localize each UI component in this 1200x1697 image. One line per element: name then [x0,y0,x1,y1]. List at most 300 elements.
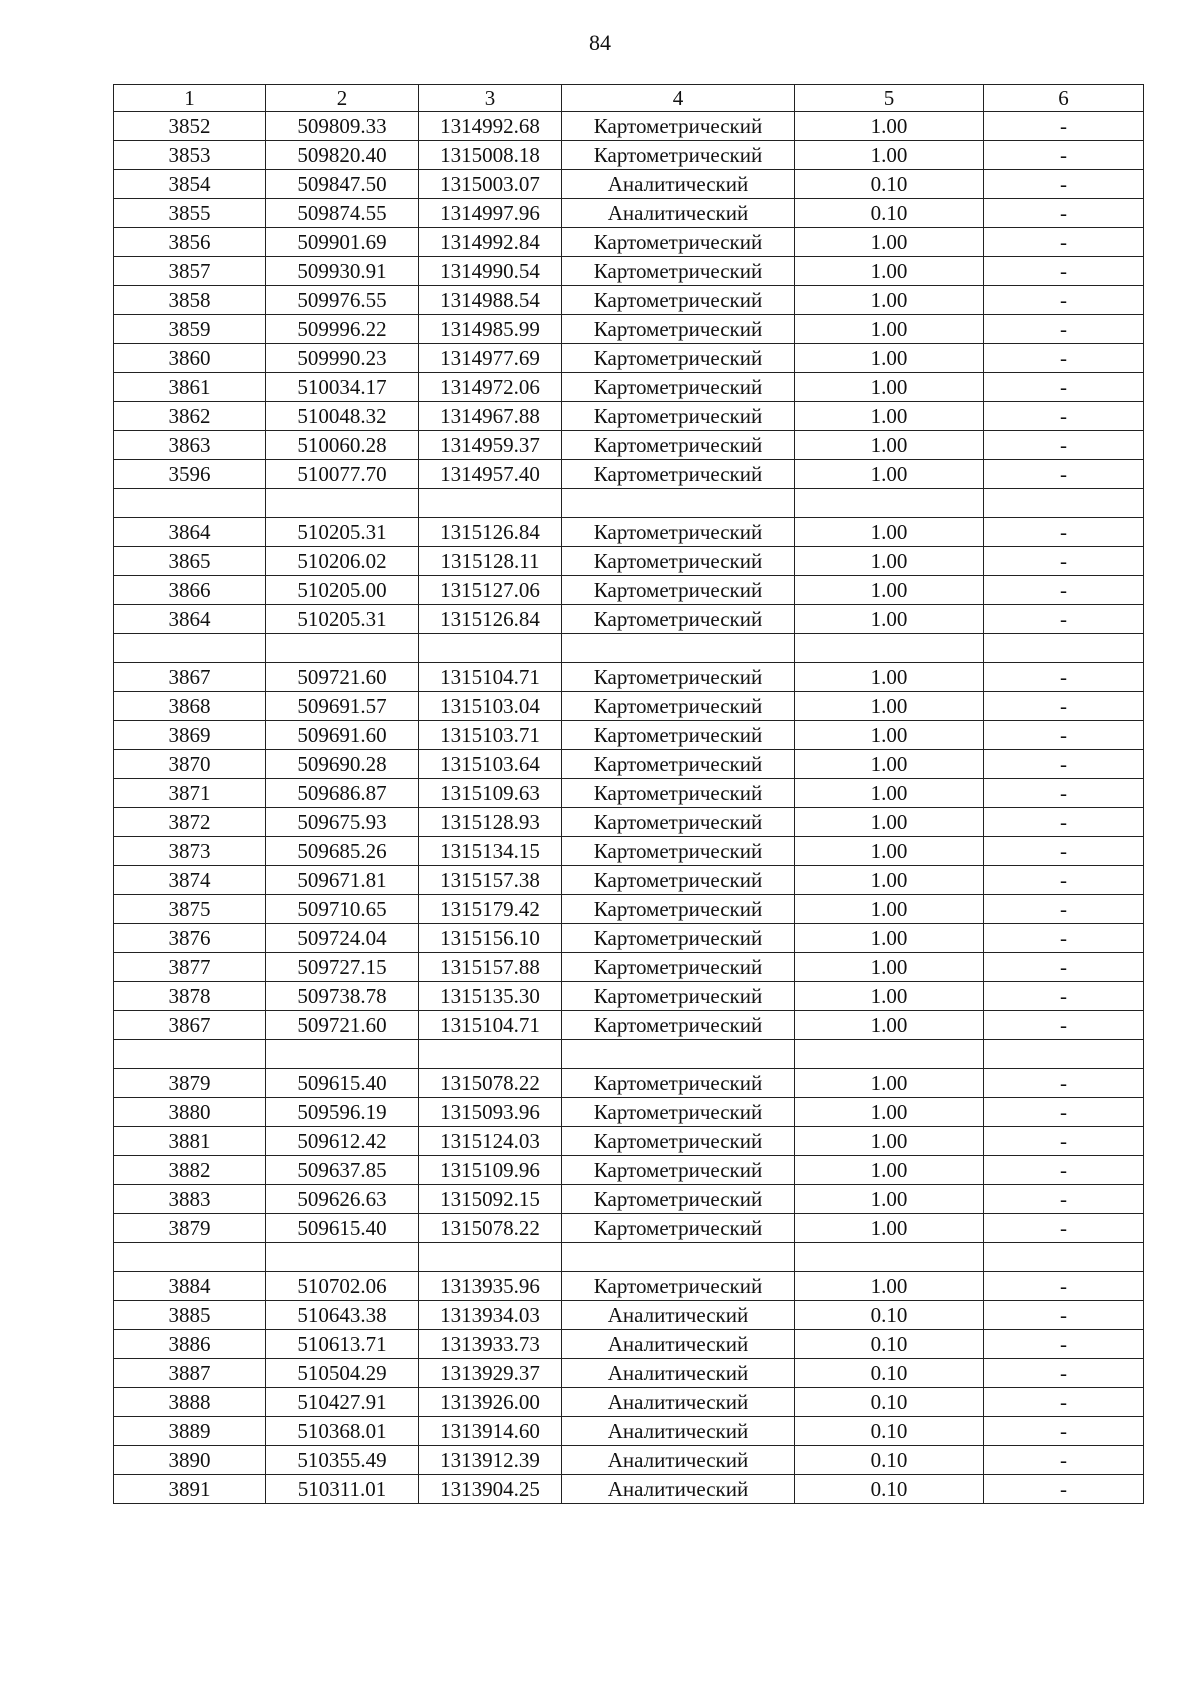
point-number-cell: 3853 [114,141,266,170]
y-coordinate-cell: 1314988.54 [419,286,562,315]
y-coordinate-cell: 1315127.06 [419,576,562,605]
method-cell: Аналитический [562,1330,795,1359]
method-cell: Картометрический [562,837,795,866]
x-coordinate-cell: 509738.78 [266,982,419,1011]
table-row [114,663,1144,692]
y-coordinate-cell: 1313933.73 [419,1330,562,1359]
column-header-6: 6 [984,85,1144,112]
x-coordinate-cell: 509721.60 [266,663,419,692]
table-row [114,982,1144,1011]
method-cell: Аналитический [562,1388,795,1417]
note-cell: - [984,112,1144,141]
table-row [114,1359,1144,1388]
table-row [114,373,1144,402]
point-number-cell: 3888 [114,1388,266,1417]
y-coordinate-cell: 1315128.93 [419,808,562,837]
x-coordinate-cell: 509615.40 [266,1214,419,1243]
note-cell [984,634,1144,663]
x-coordinate-cell: 510427.91 [266,1388,419,1417]
method-cell [562,634,795,663]
method-cell: Картометрический [562,286,795,315]
x-coordinate-cell: 509691.57 [266,692,419,721]
x-coordinate-cell: 509901.69 [266,228,419,257]
table-row [114,1098,1144,1127]
y-coordinate-cell: 1313904.25 [419,1475,562,1504]
method-cell: Картометрический [562,460,795,489]
x-coordinate-cell: 509615.40 [266,1069,419,1098]
point-number-cell: 3861 [114,373,266,402]
point-number-cell: 3867 [114,663,266,692]
method-cell: Картометрический [562,895,795,924]
method-cell: Картометрический [562,431,795,460]
note-cell: - [984,1272,1144,1301]
method-cell: Картометрический [562,866,795,895]
x-coordinate-cell: 510311.01 [266,1475,419,1504]
method-cell: Картометрический [562,315,795,344]
y-coordinate-cell: 1313935.96 [419,1272,562,1301]
x-coordinate-cell: 509626.63 [266,1185,419,1214]
y-coordinate-cell: 1315124.03 [419,1127,562,1156]
note-cell: - [984,315,1144,344]
note-cell: - [984,924,1144,953]
y-coordinate-cell: 1313914.60 [419,1417,562,1446]
x-coordinate-cell: 509675.93 [266,808,419,837]
y-coordinate-cell: 1315093.96 [419,1098,562,1127]
table-row [114,1388,1144,1417]
accuracy-cell: 0.10 [795,1388,984,1417]
accuracy-cell: 1.00 [795,518,984,547]
table-row [114,866,1144,895]
accuracy-cell: 0.10 [795,1475,984,1504]
x-coordinate-cell: 509809.33 [266,112,419,141]
method-cell: Картометрический [562,1098,795,1127]
x-coordinate-cell: 510643.38 [266,1301,419,1330]
note-cell: - [984,866,1144,895]
point-number-cell: 3889 [114,1417,266,1446]
note-cell: - [984,547,1144,576]
x-coordinate-cell: 509976.55 [266,286,419,315]
table-row [114,257,1144,286]
point-number-cell [114,489,266,518]
x-coordinate-cell: 509671.81 [266,866,419,895]
page-number: 84 [589,30,611,55]
x-coordinate-cell: 510034.17 [266,373,419,402]
note-cell: - [984,808,1144,837]
x-coordinate-cell: 510702.06 [266,1272,419,1301]
accuracy-cell: 1.00 [795,373,984,402]
x-coordinate-cell: 510205.00 [266,576,419,605]
table-row [114,228,1144,257]
method-cell: Аналитический [562,170,795,199]
x-coordinate-cell: 510048.32 [266,402,419,431]
point-number-cell: 3864 [114,605,266,634]
point-number-cell: 3852 [114,112,266,141]
point-number-cell: 3890 [114,1446,266,1475]
method-cell: Картометрический [562,953,795,982]
note-cell [984,1040,1144,1069]
note-cell: - [984,1417,1144,1446]
y-coordinate-cell: 1313926.00 [419,1388,562,1417]
point-number-cell: 3877 [114,953,266,982]
point-number-cell: 3880 [114,1098,266,1127]
x-coordinate-cell: 509874.55 [266,199,419,228]
column-header-2: 2 [266,85,419,112]
table-row [114,750,1144,779]
note-cell: - [984,750,1144,779]
table-row [114,1156,1144,1185]
table-row [114,1446,1144,1475]
column-header-4: 4 [562,85,795,112]
method-cell: Картометрический [562,257,795,286]
accuracy-cell: 0.10 [795,1417,984,1446]
note-cell: - [984,982,1144,1011]
coordinates-table [113,84,1144,1504]
table-row [114,808,1144,837]
y-coordinate-cell: 1314957.40 [419,460,562,489]
method-cell: Аналитический [562,1446,795,1475]
accuracy-cell: 0.10 [795,170,984,199]
note-cell: - [984,837,1144,866]
method-cell: Картометрический [562,576,795,605]
accuracy-cell: 0.10 [795,1301,984,1330]
point-number-cell: 3878 [114,982,266,1011]
accuracy-cell: 1.00 [795,750,984,779]
point-number-cell: 3886 [114,1330,266,1359]
x-coordinate-cell: 509710.65 [266,895,419,924]
y-coordinate-cell: 1314959.37 [419,431,562,460]
point-number-cell: 3875 [114,895,266,924]
method-cell: Картометрический [562,750,795,779]
note-cell: - [984,692,1144,721]
note-cell: - [984,460,1144,489]
table-row [114,199,1144,228]
note-cell: - [984,1185,1144,1214]
table-row [114,1069,1144,1098]
note-cell: - [984,518,1144,547]
method-cell: Картометрический [562,721,795,750]
point-number-cell: 3887 [114,1359,266,1388]
note-cell [984,489,1144,518]
y-coordinate-cell: 1315135.30 [419,982,562,1011]
point-number-cell: 3870 [114,750,266,779]
x-coordinate-cell: 509727.15 [266,953,419,982]
y-coordinate-cell: 1314972.06 [419,373,562,402]
point-number-cell: 3882 [114,1156,266,1185]
point-number-cell: 3883 [114,1185,266,1214]
y-coordinate-cell: 1315103.04 [419,692,562,721]
note-cell: - [984,1069,1144,1098]
point-number-cell: 3859 [114,315,266,344]
table-row [114,895,1144,924]
y-coordinate-cell: 1315179.42 [419,895,562,924]
y-coordinate-cell: 1315126.84 [419,605,562,634]
y-coordinate-cell: 1314990.54 [419,257,562,286]
x-coordinate-cell: 510077.70 [266,460,419,489]
method-cell: Картометрический [562,402,795,431]
accuracy-cell [795,489,984,518]
column-header-3: 3 [419,85,562,112]
y-coordinate-cell: 1315156.10 [419,924,562,953]
y-coordinate-cell: 1315134.15 [419,837,562,866]
note-cell: - [984,257,1144,286]
point-number-cell [114,634,266,663]
point-number-cell: 3854 [114,170,266,199]
y-coordinate-cell: 1314967.88 [419,402,562,431]
note-cell: - [984,576,1144,605]
accuracy-cell [795,1243,984,1272]
accuracy-cell: 1.00 [795,1156,984,1185]
note-cell: - [984,605,1144,634]
method-cell: Картометрический [562,344,795,373]
note-cell: - [984,779,1144,808]
accuracy-cell: 1.00 [795,344,984,373]
accuracy-cell: 0.10 [795,199,984,228]
table-body [114,112,1144,1504]
y-coordinate-cell [419,1243,562,1272]
y-coordinate-cell: 1315157.38 [419,866,562,895]
point-number-cell: 3881 [114,1127,266,1156]
x-coordinate-cell: 509820.40 [266,141,419,170]
method-cell: Картометрический [562,1214,795,1243]
point-number-cell [114,1243,266,1272]
method-cell: Картометрический [562,547,795,576]
accuracy-cell: 1.00 [795,895,984,924]
accuracy-cell: 1.00 [795,837,984,866]
method-cell: Картометрический [562,112,795,141]
note-cell: - [984,286,1144,315]
accuracy-cell: 1.00 [795,460,984,489]
point-number-cell: 3891 [114,1475,266,1504]
y-coordinate-cell: 1314985.99 [419,315,562,344]
method-cell: Картометрический [562,808,795,837]
method-cell: Картометрический [562,982,795,1011]
x-coordinate-cell: 509685.26 [266,837,419,866]
note-cell: - [984,1388,1144,1417]
x-coordinate-cell: 509637.85 [266,1156,419,1185]
x-coordinate-cell: 510504.29 [266,1359,419,1388]
accuracy-cell: 1.00 [795,286,984,315]
accuracy-cell: 1.00 [795,547,984,576]
y-coordinate-cell: 1315103.64 [419,750,562,779]
y-coordinate-cell [419,489,562,518]
method-cell: Картометрический [562,1185,795,1214]
note-cell [984,1243,1144,1272]
accuracy-cell: 0.10 [795,1446,984,1475]
method-cell: Картометрический [562,1272,795,1301]
table-row [114,1417,1144,1446]
accuracy-cell: 1.00 [795,663,984,692]
note-cell: - [984,663,1144,692]
y-coordinate-cell: 1313912.39 [419,1446,562,1475]
y-coordinate-cell: 1315078.22 [419,1069,562,1098]
note-cell: - [984,431,1144,460]
accuracy-cell: 1.00 [795,1272,984,1301]
x-coordinate-cell [266,1243,419,1272]
accuracy-cell: 0.10 [795,1359,984,1388]
note-cell: - [984,1475,1144,1504]
table-row [114,837,1144,866]
method-cell: Картометрический [562,228,795,257]
y-coordinate-cell [419,1040,562,1069]
note-cell: - [984,344,1144,373]
note-cell: - [984,170,1144,199]
note-cell: - [984,1156,1144,1185]
accuracy-cell: 1.00 [795,692,984,721]
note-cell: - [984,1446,1144,1475]
note-cell: - [984,1359,1144,1388]
table-row [114,460,1144,489]
note-cell: - [984,1330,1144,1359]
method-cell: Аналитический [562,199,795,228]
accuracy-cell: 1.00 [795,779,984,808]
table-row [114,953,1144,982]
table-row [114,344,1144,373]
table-row [114,1243,1144,1272]
note-cell: - [984,1011,1144,1040]
accuracy-cell: 1.00 [795,1214,984,1243]
point-number-cell: 3885 [114,1301,266,1330]
method-cell: Картометрический [562,373,795,402]
point-number-cell: 3858 [114,286,266,315]
note-cell: - [984,228,1144,257]
y-coordinate-cell: 1315104.71 [419,663,562,692]
method-cell [562,489,795,518]
method-cell [562,1040,795,1069]
y-coordinate-cell: 1315008.18 [419,141,562,170]
note-cell: - [984,199,1144,228]
table-row [114,489,1144,518]
method-cell: Аналитический [562,1475,795,1504]
table-row [114,1127,1144,1156]
accuracy-cell: 1.00 [795,431,984,460]
point-number-cell: 3872 [114,808,266,837]
table-row [114,315,1144,344]
table-row [114,1040,1144,1069]
method-cell: Картометрический [562,692,795,721]
note-cell: - [984,721,1144,750]
accuracy-cell [795,634,984,663]
method-cell: Картометрический [562,518,795,547]
y-coordinate-cell: 1313934.03 [419,1301,562,1330]
note-cell: - [984,1098,1144,1127]
table-row [114,431,1144,460]
note-cell: - [984,1214,1144,1243]
table-row [114,692,1144,721]
accuracy-cell: 1.00 [795,315,984,344]
table-row [114,779,1144,808]
x-coordinate-cell: 509996.22 [266,315,419,344]
x-coordinate-cell: 510205.31 [266,605,419,634]
accuracy-cell: 1.00 [795,808,984,837]
point-number-cell: 3867 [114,1011,266,1040]
accuracy-cell: 1.00 [795,721,984,750]
x-coordinate-cell: 510613.71 [266,1330,419,1359]
note-cell: - [984,141,1144,170]
table-row [114,1330,1144,1359]
note-cell: - [984,953,1144,982]
table-row [114,1214,1144,1243]
accuracy-cell: 1.00 [795,112,984,141]
point-number-cell: 3876 [114,924,266,953]
table-row [114,634,1144,663]
point-number-cell: 3868 [114,692,266,721]
point-number-cell: 3869 [114,721,266,750]
x-coordinate-cell: 509686.87 [266,779,419,808]
method-cell: Картометрический [562,779,795,808]
method-cell: Картометрический [562,141,795,170]
table-row [114,576,1144,605]
accuracy-cell: 1.00 [795,1011,984,1040]
method-cell: Картометрический [562,605,795,634]
x-coordinate-cell: 509691.60 [266,721,419,750]
point-number-cell: 3879 [114,1214,266,1243]
accuracy-cell: 1.00 [795,982,984,1011]
method-cell: Аналитический [562,1417,795,1446]
x-coordinate-cell [266,489,419,518]
y-coordinate-cell: 1314992.84 [419,228,562,257]
y-coordinate-cell: 1315109.63 [419,779,562,808]
table-row [114,1185,1144,1214]
y-coordinate-cell: 1313929.37 [419,1359,562,1388]
x-coordinate-cell: 509724.04 [266,924,419,953]
method-cell: Аналитический [562,1301,795,1330]
x-coordinate-cell: 510355.49 [266,1446,419,1475]
x-coordinate-cell [266,1040,419,1069]
accuracy-cell: 1.00 [795,866,984,895]
accuracy-cell: 1.00 [795,1127,984,1156]
table-row [114,924,1144,953]
table-row [114,1011,1144,1040]
point-number-cell [114,1040,266,1069]
y-coordinate-cell: 1315126.84 [419,518,562,547]
y-coordinate-cell: 1314977.69 [419,344,562,373]
method-cell: Картометрический [562,1069,795,1098]
note-cell: - [984,895,1144,924]
method-cell [562,1243,795,1272]
x-coordinate-cell: 509930.91 [266,257,419,286]
point-number-cell: 3871 [114,779,266,808]
accuracy-cell: 1.00 [795,257,984,286]
point-number-cell: 3866 [114,576,266,605]
point-number-cell: 3863 [114,431,266,460]
accuracy-cell: 1.00 [795,228,984,257]
method-cell: Картометрический [562,924,795,953]
point-number-cell: 3860 [114,344,266,373]
point-number-cell: 3855 [114,199,266,228]
table-header [114,85,1144,112]
accuracy-cell: 1.00 [795,605,984,634]
x-coordinate-cell: 510060.28 [266,431,419,460]
y-coordinate-cell: 1315103.71 [419,721,562,750]
table-row [114,402,1144,431]
y-coordinate-cell: 1315003.07 [419,170,562,199]
table-row [114,605,1144,634]
x-coordinate-cell: 510205.31 [266,518,419,547]
y-coordinate-cell: 1314997.96 [419,199,562,228]
point-number-cell: 3596 [114,460,266,489]
accuracy-cell: 1.00 [795,1069,984,1098]
header-row [114,85,1144,112]
note-cell: - [984,1301,1144,1330]
point-number-cell: 3884 [114,1272,266,1301]
y-coordinate-cell [419,634,562,663]
point-number-cell: 3864 [114,518,266,547]
accuracy-cell [795,1040,984,1069]
accuracy-cell: 1.00 [795,1185,984,1214]
accuracy-cell: 1.00 [795,1098,984,1127]
table-row [114,1301,1144,1330]
table-row [114,1272,1144,1301]
